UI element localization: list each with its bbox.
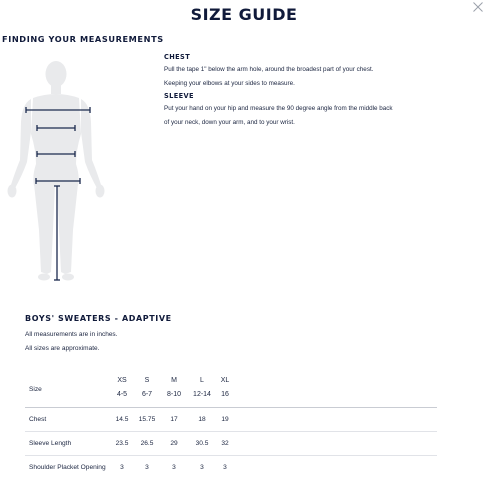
table-cell: 14.5 [115, 416, 129, 423]
table-cell: 3 [120, 464, 124, 471]
table-cell: 3 [172, 464, 176, 471]
size-name: S [144, 377, 150, 384]
chest-instruction-line: Pull the tape 1" below the arm hole, around the broadest part of your chest. [164, 66, 374, 73]
chest-label: CHEST [164, 53, 191, 61]
table-cell: 29 [170, 440, 178, 447]
table-row [25, 432, 437, 456]
table-cell: 32 [221, 440, 229, 447]
sleeve-instruction-line: of your neck, down your arm, and to your wrist. [164, 119, 295, 126]
table-cell: 3 [223, 464, 227, 471]
table-cell: 3 [145, 464, 149, 471]
size-table [25, 374, 437, 480]
table-row [25, 408, 437, 432]
table-cell: 15.75 [138, 416, 156, 423]
sleeve-instruction-line: Put your hand on your hip and measure the 90 degree angle from the middle back [164, 105, 393, 112]
row-label: Shoulder Placket Opening [29, 464, 106, 471]
size-name: M [171, 377, 177, 384]
finding-measurements-heading: FINDING YOUR MEASUREMENTS [2, 34, 164, 44]
size-range: 8-10 [166, 391, 181, 398]
chest-instruction-line: Keeping your elbows at your sides to measure. [164, 80, 295, 87]
size-name: L [200, 377, 204, 384]
size-guide-title: SIZE GUIDE [190, 5, 298, 24]
product-heading: BOYS' SWEATERS - ADAPTIVE [25, 314, 172, 323]
size-range: 6-7 [141, 391, 153, 398]
size-column-label: Size [29, 386, 42, 393]
table-header-row [25, 374, 437, 408]
table-cell: 26.5 [140, 440, 154, 447]
size-name: XS [117, 377, 127, 384]
measurement-instructions [164, 52, 484, 130]
approximate-note: All sizes are approximate. [25, 345, 100, 352]
size-range: 16 [221, 391, 229, 398]
row-label: Chest [29, 416, 47, 423]
table-cell: 3 [200, 464, 204, 471]
size-range: 4-5 [116, 391, 128, 398]
measurement-note: All measurements are in inches. [25, 331, 118, 338]
close-icon[interactable] [471, 0, 485, 14]
table-cell: 23.5 [115, 440, 129, 447]
row-label: Sleeve Length [29, 440, 72, 447]
size-name: XL [220, 377, 230, 384]
table-cell: 19 [221, 416, 229, 423]
table-cell: 30.5 [195, 440, 209, 447]
table-cell: 18 [198, 416, 206, 423]
size-range: 12-14 [193, 391, 211, 398]
table-row [25, 456, 437, 480]
body-silhouette-figure [0, 52, 126, 292]
table-cell: 17 [170, 416, 178, 423]
sleeve-label: SLEEVE [164, 92, 194, 100]
